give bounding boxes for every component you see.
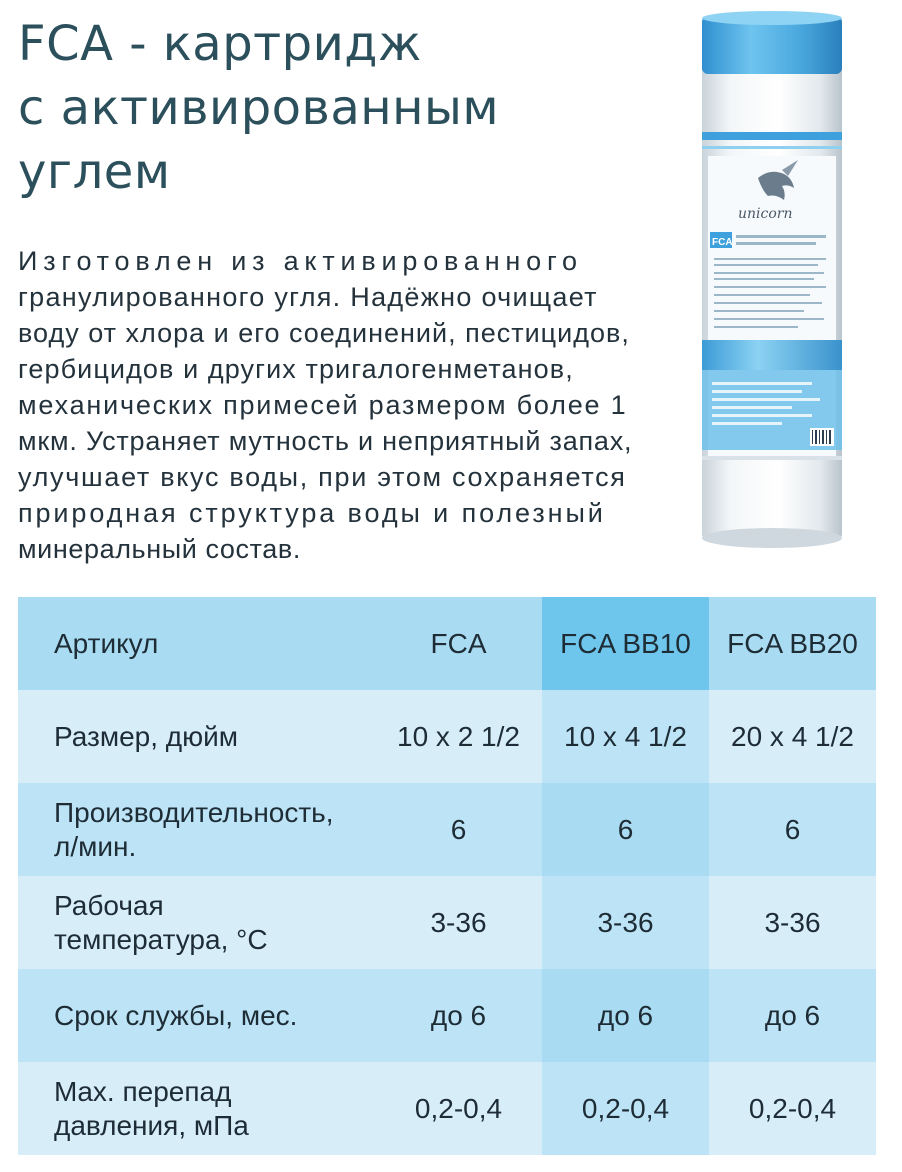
table-cell: 0,2-0,4 — [375, 1062, 542, 1155]
table-row — [18, 969, 876, 1062]
row-label: Артикул — [18, 597, 375, 690]
title-line: FCA - картридж — [18, 16, 422, 72]
table-cell: 6 — [542, 783, 709, 876]
title-line: с активированным — [18, 80, 500, 136]
table-cell: 6 — [709, 783, 876, 876]
row-label — [18, 876, 375, 969]
table-cell: до 6 — [709, 969, 876, 1062]
product-description — [18, 243, 638, 567]
table-cell: 0,2-0,4 — [542, 1062, 709, 1155]
table-cell: 10 x 2 1/2 — [375, 690, 542, 783]
description-line: Изготовлен из активированного — [18, 246, 583, 276]
row-label-line: давления, мПа — [54, 1109, 249, 1141]
row-label — [18, 1062, 375, 1155]
row-label: Размер, дюйм — [18, 690, 375, 783]
table-cell: 3-36 — [375, 876, 542, 969]
row-label-line: температура, °С — [54, 923, 268, 955]
table-row — [18, 1062, 876, 1155]
table-cell: 10 x 4 1/2 — [542, 690, 709, 783]
table-cell: FCA — [375, 597, 542, 690]
table-row — [18, 876, 876, 969]
row-label-line: Рабочая — [54, 889, 164, 921]
table-cell: до 6 — [375, 969, 542, 1062]
table-cell: 20 x 4 1/2 — [709, 690, 876, 783]
description-line: гербицидов и других тригалогенметанов, — [18, 354, 574, 384]
description-line: гранулированного угля. Надёжно очищает — [18, 282, 598, 312]
table-row — [18, 597, 876, 690]
description-line: улучшает вкус воды, при этом сохраняется — [18, 462, 627, 492]
row-label — [18, 783, 375, 876]
title-line: углем — [18, 144, 171, 200]
svg-text:FCA: FCA — [712, 237, 733, 248]
cartridge-image — [698, 10, 846, 550]
row-label-line: Производительность, — [54, 796, 334, 828]
table-cell: 6 — [375, 783, 542, 876]
table-row — [18, 783, 876, 876]
description-line: механических примесей размером более 1 — [18, 390, 628, 420]
description-line: минеральный состав. — [18, 534, 301, 564]
table-cell: 3-36 — [542, 876, 709, 969]
page-title — [18, 12, 658, 204]
description-line: мкм. Устраняет мутность и неприятный запах, — [18, 426, 633, 456]
table-cell: до 6 — [542, 969, 709, 1062]
row-label-line: Max. перепад — [54, 1075, 232, 1107]
table-row — [18, 690, 876, 783]
table-cell: FCA BB10 — [542, 597, 709, 690]
brand-label: unicorn — [738, 206, 793, 222]
row-label-line: л/мин. — [54, 830, 137, 862]
table-cell: FCA BB20 — [709, 597, 876, 690]
spec-table — [18, 597, 876, 1155]
row-label: Срок службы, мес. — [18, 969, 375, 1062]
description-line: природная структура воды и полезный — [18, 498, 606, 528]
table-cell: 0,2-0,4 — [709, 1062, 876, 1155]
table-cell: 3-36 — [709, 876, 876, 969]
description-line: воду от хлора и его соединений, пестицидов, — [18, 318, 630, 348]
